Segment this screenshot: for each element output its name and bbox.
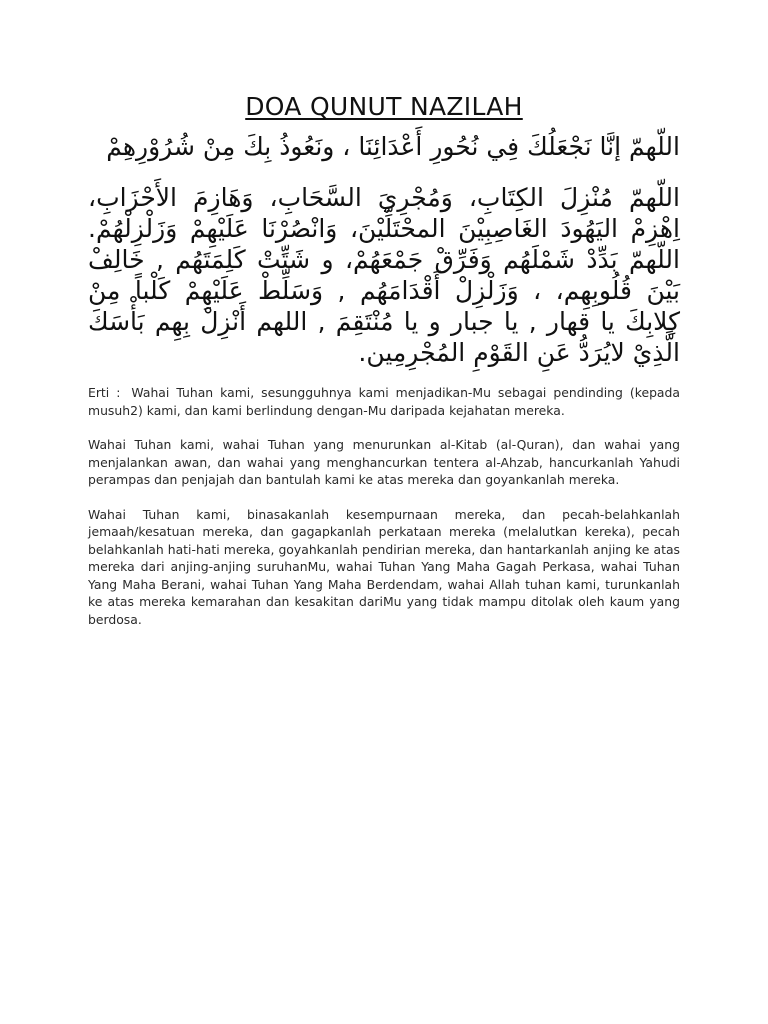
- arabic-line-1: اللّهمّ إنَّا نَجْعَلُكَ فِي نُحُورِ أَعْدَائِنَا ، ونَعُوذُ بِكَ مِنْ شُرُوْرِهِمْ: [106, 132, 680, 161]
- translation-paragraph-1: [88, 384, 680, 419]
- translation-text-1: Wahai Tuhan kami, sesungguhnya kami menjadikan-Mu sebagai pendinding (kepada musuh2) kami, dan kami berlindung dengan-Mu daripada kejahatan mereka.: [88, 385, 680, 418]
- document-page: [88, 92, 680, 645]
- translation-paragraph-2: Wahai Tuhan kami, wahai Tuhan yang menurunkan al-Kitab (al-Quran), dan wahai yang menjalankan awan, dan wahai yang menghancurkan tentera al-Ahzab, hancurkanlah Yahudi perampas dan penjajah dan bantulah kami ke atas mereka dan goyankanlah mereka.: [88, 437, 680, 487]
- translation-lead-label: Erti :: [88, 385, 121, 400]
- document-title: DOA QUNUT NAZILAH: [245, 92, 523, 121]
- translation-paragraph-3: Wahai Tuhan kami, binasakanlah kesempurnaan mereka, dan pecah-belahkanlah jemaah/kesatuan mereka, dan gagapkanlah perkataan mereka (melalutkan kereka), pecah belahkanlah hati-hati mereka, goyahkanlah pendirian mereka, dan hantarkanlah anjing ke atas mereka dari anjing-anjing suruhanMu, wahai Tuhan Yang Maha Gagah Perkasa, wahai Tuhan Yang Maha Berani, wahai Tuhan Yang Maha Berdendam, wahai Allah tuhan kami, turunkanlah ke atas mereka kemarahan dan kesakitan dariMu yang tidak mampu ditolak oleh kaum yang berdosa.: [88, 506, 680, 627]
- arabic-paragraph-2: اللّهمّ مُنْزِلَ الكِتَابِ، وَمُجْرِيَ السَّحَابِ، وَهَازِمَ الأَحْزَابِ، اِهْزِمْ اليَهُودَ الغَاصِبِيْنَ المحْتَلِّيْنَ، وَانْصُرْنَا عَلَيْهِمْ وَزَلْزِلْهُمْ. اللّهمّ بَدِّدْ شَمْلَهُم وَفَرِّقْ جَمْعَهُمْ، و شَتِّتْ كَلِمَتَهُم , خَالِفْ بَيْنَ قُلُوبِهِم، ، وَزَلْزِلْ أَقْدَامَهُم , وَسَلِّطْ عَلَيْهِمْ كَلْباً مِنْ كِلابِكَ يا قهار , يا جبار و يا مُنْتَقِمَ , اللهم أَنْزِلْ بِهِم بَأْسَكَ الَّذِيْ لايُرَدُّ عَنِ القَوْمِ المُجْرِمِين.: [88, 183, 680, 367]
